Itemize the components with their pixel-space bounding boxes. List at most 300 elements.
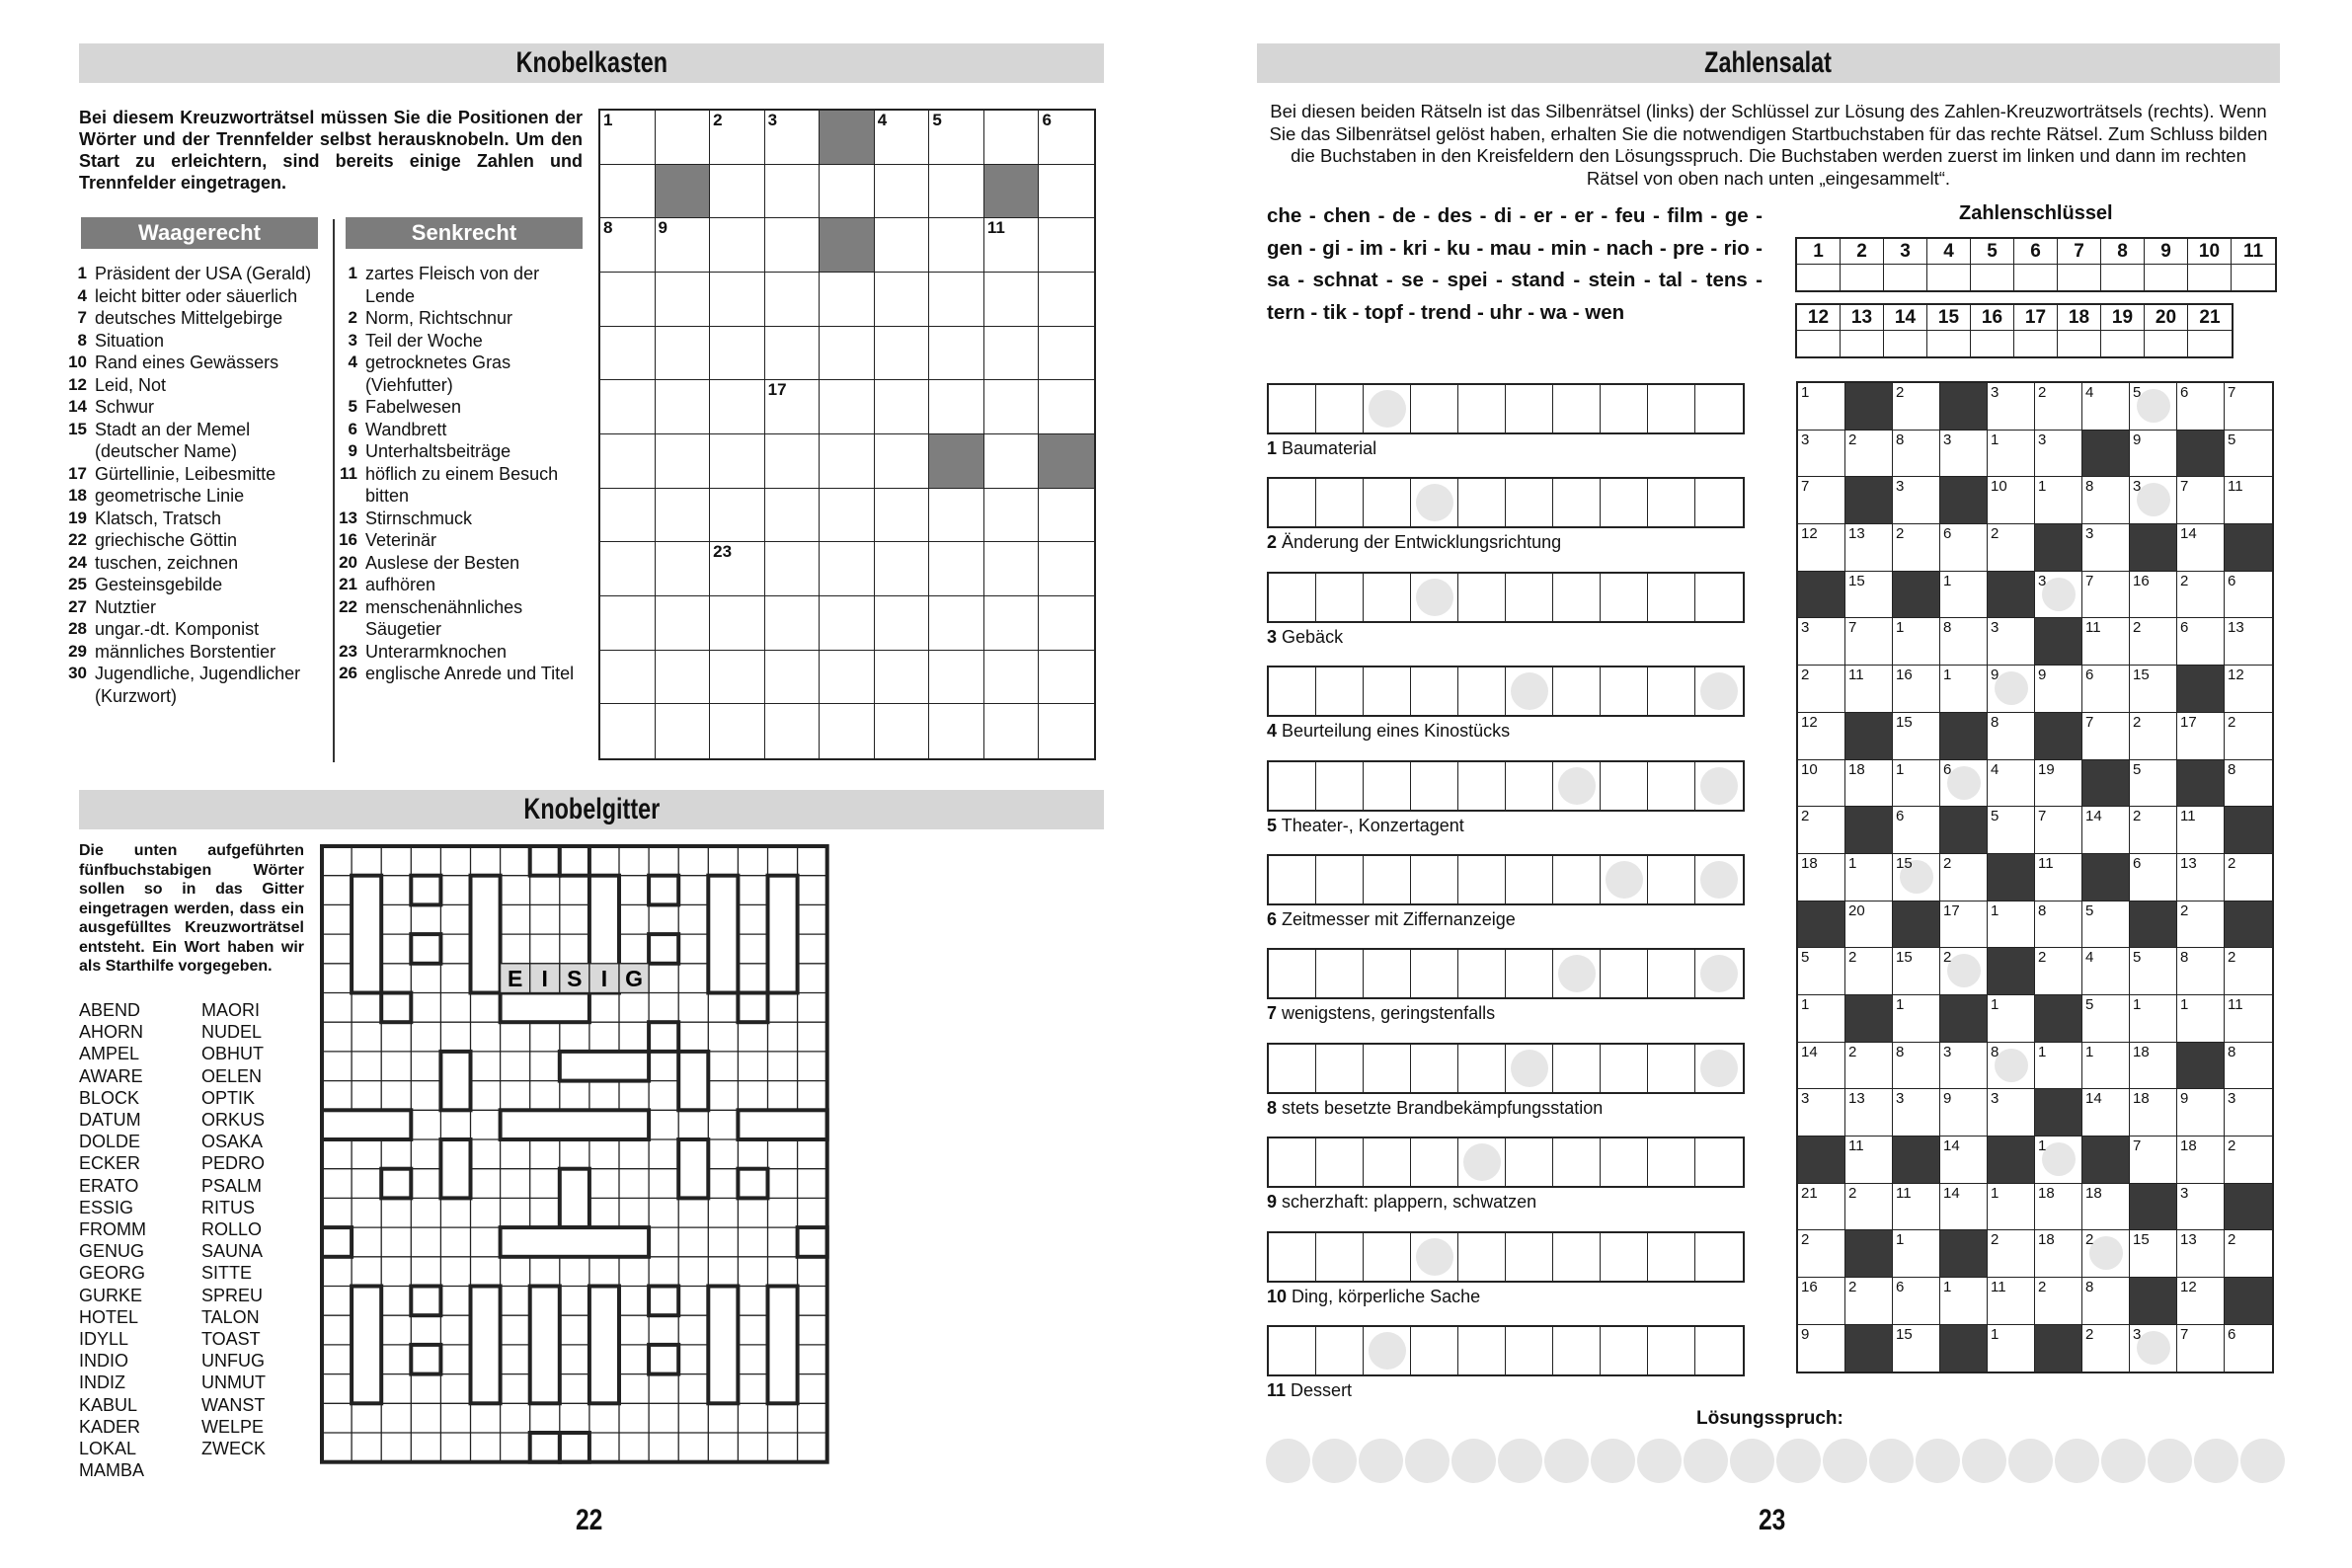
number-cell[interactable] bbox=[2035, 477, 2082, 524]
letter-box[interactable] bbox=[1364, 856, 1411, 903]
grid-cell[interactable] bbox=[656, 218, 711, 273]
letter-box[interactable] bbox=[1364, 1233, 1411, 1281]
letter-box[interactable] bbox=[1506, 1138, 1553, 1186]
solution-letter-circle[interactable] bbox=[1916, 1439, 1960, 1483]
number-cell[interactable] bbox=[1798, 1184, 1845, 1231]
number-cell[interactable] bbox=[2082, 1089, 2130, 1137]
grid-cell[interactable] bbox=[820, 273, 875, 327]
grid-cell[interactable] bbox=[765, 273, 821, 327]
letter-box[interactable] bbox=[1458, 479, 1506, 526]
grid-cell[interactable] bbox=[710, 218, 765, 273]
number-cell[interactable] bbox=[2082, 1278, 2130, 1325]
key-column[interactable] bbox=[2058, 239, 2101, 290]
letter-box[interactable] bbox=[1601, 385, 1648, 432]
number-cell[interactable] bbox=[1798, 713, 1845, 760]
grid-cell[interactable] bbox=[875, 596, 930, 651]
letter-box[interactable] bbox=[1601, 1233, 1648, 1281]
number-cell[interactable] bbox=[1988, 1043, 2035, 1090]
number-cell[interactable] bbox=[1845, 948, 1893, 995]
grid-cell[interactable] bbox=[765, 434, 821, 489]
number-cell[interactable] bbox=[1988, 618, 2035, 666]
letter-box[interactable] bbox=[1648, 1138, 1695, 1186]
grid-cell[interactable] bbox=[600, 165, 656, 219]
letter-box[interactable] bbox=[1648, 1045, 1695, 1092]
number-cell[interactable] bbox=[1845, 1184, 1893, 1231]
letter-box[interactable] bbox=[1553, 762, 1601, 810]
grid-cell[interactable] bbox=[875, 489, 930, 543]
number-cell[interactable] bbox=[2225, 618, 2272, 666]
syllable-answer-row[interactable] bbox=[1267, 477, 1745, 528]
grid-cell[interactable] bbox=[820, 489, 875, 543]
grid-cell[interactable] bbox=[984, 596, 1040, 651]
number-cell[interactable] bbox=[2130, 995, 2177, 1043]
letter-box[interactable] bbox=[1553, 667, 1601, 715]
key-letter-box[interactable] bbox=[2188, 331, 2232, 356]
syllable-answer-row[interactable] bbox=[1267, 760, 1745, 812]
grid-cell[interactable] bbox=[710, 380, 765, 434]
number-cell[interactable] bbox=[1940, 1184, 1988, 1231]
solution-letter-circle[interactable] bbox=[1312, 1439, 1357, 1483]
number-cell[interactable] bbox=[1845, 760, 1893, 808]
grid-cell[interactable] bbox=[765, 651, 821, 705]
grid-cell[interactable] bbox=[600, 111, 656, 165]
number-cell[interactable] bbox=[1798, 666, 1845, 713]
number-cell[interactable] bbox=[1940, 1089, 1988, 1137]
grid-cell[interactable] bbox=[1039, 327, 1094, 381]
number-cell[interactable] bbox=[2035, 1230, 2082, 1278]
grid-cell[interactable] bbox=[656, 434, 711, 489]
number-cell[interactable] bbox=[2035, 666, 2082, 713]
key-letter-box[interactable] bbox=[2014, 331, 2057, 356]
grid-cell[interactable] bbox=[710, 327, 765, 381]
letter-box[interactable] bbox=[1411, 574, 1458, 621]
grid-cell[interactable] bbox=[929, 542, 984, 596]
key-letter-box[interactable] bbox=[2058, 265, 2100, 290]
key-column[interactable] bbox=[1927, 305, 1971, 356]
number-cell[interactable] bbox=[2177, 618, 2225, 666]
number-cell[interactable] bbox=[1798, 383, 1845, 431]
number-cell[interactable] bbox=[2225, 431, 2272, 478]
number-cell[interactable] bbox=[1845, 1043, 1893, 1090]
letter-box[interactable] bbox=[1648, 385, 1695, 432]
grid-cell[interactable] bbox=[929, 218, 984, 273]
letter-box[interactable] bbox=[1695, 667, 1743, 715]
number-cell[interactable] bbox=[2035, 383, 2082, 431]
number-cell[interactable] bbox=[2130, 1137, 2177, 1184]
number-cell[interactable] bbox=[1798, 1278, 1845, 1325]
letter-box[interactable] bbox=[1316, 856, 1364, 903]
number-cell[interactable] bbox=[1893, 807, 1940, 854]
grid-cell[interactable] bbox=[710, 434, 765, 489]
solution-letter-circle[interactable] bbox=[1591, 1439, 1635, 1483]
letter-box[interactable] bbox=[1411, 762, 1458, 810]
solution-letter-circle[interactable] bbox=[1544, 1439, 1589, 1483]
number-cell[interactable] bbox=[2035, 760, 2082, 808]
number-cell[interactable] bbox=[2177, 807, 2225, 854]
number-cell[interactable] bbox=[2177, 1230, 2225, 1278]
key-letter-box[interactable] bbox=[1884, 265, 1926, 290]
number-cell[interactable] bbox=[1798, 995, 1845, 1043]
letter-box[interactable] bbox=[1553, 950, 1601, 997]
letter-box[interactable] bbox=[1316, 1327, 1364, 1374]
grid-cell[interactable] bbox=[600, 327, 656, 381]
grid-cell[interactable] bbox=[765, 489, 821, 543]
number-cell[interactable] bbox=[1798, 431, 1845, 478]
letter-box[interactable] bbox=[1648, 950, 1695, 997]
number-cell[interactable] bbox=[2130, 572, 2177, 619]
number-cell[interactable] bbox=[1798, 477, 1845, 524]
grid-cell[interactable] bbox=[984, 651, 1040, 705]
knobelgitter-grid[interactable] bbox=[318, 842, 1098, 1474]
key-column[interactable] bbox=[2014, 239, 2058, 290]
number-cell[interactable] bbox=[1893, 854, 1940, 902]
grid-cell[interactable] bbox=[600, 489, 656, 543]
grid-cell[interactable] bbox=[875, 704, 930, 758]
grid-cell[interactable] bbox=[984, 218, 1040, 273]
number-cell[interactable] bbox=[1845, 1137, 1893, 1184]
number-cell[interactable] bbox=[2035, 807, 2082, 854]
letter-box[interactable] bbox=[1364, 762, 1411, 810]
key-letter-box[interactable] bbox=[2101, 331, 2144, 356]
number-cell[interactable] bbox=[2130, 618, 2177, 666]
key-column[interactable] bbox=[1884, 305, 1927, 356]
grid-cell[interactable] bbox=[765, 218, 821, 273]
grid-cell[interactable] bbox=[875, 165, 930, 219]
grid-cell[interactable] bbox=[929, 704, 984, 758]
key-letter-box[interactable] bbox=[1797, 331, 1840, 356]
grid-cell[interactable] bbox=[875, 651, 930, 705]
letter-box[interactable] bbox=[1316, 1233, 1364, 1281]
letter-box[interactable] bbox=[1269, 385, 1316, 432]
letter-box[interactable] bbox=[1411, 1327, 1458, 1374]
syllable-answer-row[interactable] bbox=[1267, 1325, 1745, 1376]
grid-cell[interactable] bbox=[929, 651, 984, 705]
number-cell[interactable] bbox=[2035, 902, 2082, 949]
letter-box[interactable] bbox=[1601, 950, 1648, 997]
number-cell[interactable] bbox=[1845, 854, 1893, 902]
letter-box[interactable] bbox=[1695, 1045, 1743, 1092]
number-cell[interactable] bbox=[1893, 618, 1940, 666]
number-cell[interactable] bbox=[1893, 524, 1940, 572]
number-cell[interactable] bbox=[2177, 524, 2225, 572]
grid-cell[interactable] bbox=[765, 542, 821, 596]
number-cell[interactable] bbox=[1893, 1089, 1940, 1137]
number-cell[interactable] bbox=[1798, 618, 1845, 666]
number-cell[interactable] bbox=[2035, 431, 2082, 478]
key-column[interactable] bbox=[1841, 305, 1884, 356]
number-cell[interactable] bbox=[1893, 948, 1940, 995]
number-cell[interactable] bbox=[2225, 713, 2272, 760]
number-cell[interactable] bbox=[2225, 1137, 2272, 1184]
letter-box[interactable] bbox=[1553, 856, 1601, 903]
number-cell[interactable] bbox=[1893, 760, 1940, 808]
syllable-answer-row[interactable] bbox=[1267, 572, 1745, 623]
grid-cell[interactable] bbox=[710, 596, 765, 651]
grid-cell[interactable] bbox=[656, 380, 711, 434]
letter-box[interactable] bbox=[1648, 667, 1695, 715]
letter-box[interactable] bbox=[1648, 762, 1695, 810]
key-letter-box[interactable] bbox=[1971, 265, 2013, 290]
letter-box[interactable] bbox=[1695, 1327, 1743, 1374]
number-cell[interactable] bbox=[2130, 1230, 2177, 1278]
number-cell[interactable] bbox=[1893, 666, 1940, 713]
letter-box[interactable] bbox=[1458, 856, 1506, 903]
number-cell[interactable] bbox=[2082, 1230, 2130, 1278]
grid-cell[interactable] bbox=[820, 434, 875, 489]
grid-cell[interactable] bbox=[656, 704, 711, 758]
solution-letter-circle[interactable] bbox=[1823, 1439, 1867, 1483]
number-cell[interactable] bbox=[1798, 948, 1845, 995]
number-cell[interactable] bbox=[1845, 1278, 1893, 1325]
number-cell[interactable] bbox=[2177, 713, 2225, 760]
letter-box[interactable] bbox=[1648, 1327, 1695, 1374]
letter-box[interactable] bbox=[1316, 950, 1364, 997]
grid-cell[interactable] bbox=[820, 651, 875, 705]
grid-cell[interactable] bbox=[600, 596, 656, 651]
grid-cell[interactable] bbox=[1039, 542, 1094, 596]
key-letter-box[interactable] bbox=[2188, 265, 2231, 290]
grid-cell[interactable] bbox=[1039, 165, 1094, 219]
letter-box[interactable] bbox=[1269, 1233, 1316, 1281]
number-cell[interactable] bbox=[2177, 995, 2225, 1043]
number-cell[interactable] bbox=[2130, 477, 2177, 524]
letter-box[interactable] bbox=[1364, 667, 1411, 715]
letter-box[interactable] bbox=[1601, 1045, 1648, 1092]
number-cell[interactable] bbox=[1988, 1278, 2035, 1325]
letter-box[interactable] bbox=[1601, 762, 1648, 810]
letter-box[interactable] bbox=[1506, 762, 1553, 810]
letter-box[interactable] bbox=[1648, 856, 1695, 903]
number-cell[interactable] bbox=[1940, 902, 1988, 949]
key-letter-box[interactable] bbox=[1927, 265, 1970, 290]
letter-box[interactable] bbox=[1695, 856, 1743, 903]
number-cell[interactable] bbox=[2225, 477, 2272, 524]
letter-box[interactable] bbox=[1695, 1233, 1743, 1281]
letter-box[interactable] bbox=[1411, 950, 1458, 997]
letter-box[interactable] bbox=[1269, 1327, 1316, 1374]
number-cell[interactable] bbox=[2082, 902, 2130, 949]
letter-box[interactable] bbox=[1553, 574, 1601, 621]
number-cell[interactable] bbox=[1845, 618, 1893, 666]
key-letter-box[interactable] bbox=[2145, 265, 2187, 290]
grid-cell[interactable] bbox=[984, 111, 1040, 165]
number-cell[interactable] bbox=[2225, 760, 2272, 808]
letter-box[interactable] bbox=[1506, 574, 1553, 621]
number-cell[interactable] bbox=[1940, 1278, 1988, 1325]
key-column[interactable] bbox=[1971, 239, 2014, 290]
number-cell[interactable] bbox=[2225, 1325, 2272, 1372]
letter-box[interactable] bbox=[1458, 950, 1506, 997]
key-column[interactable] bbox=[1927, 239, 1971, 290]
number-cell[interactable] bbox=[2225, 854, 2272, 902]
number-cell[interactable] bbox=[1940, 572, 1988, 619]
grid-cell[interactable] bbox=[929, 596, 984, 651]
solution-letter-circle[interactable] bbox=[1684, 1439, 1728, 1483]
grid-cell[interactable] bbox=[1039, 380, 1094, 434]
number-cell[interactable] bbox=[1988, 995, 2035, 1043]
solution-letter-circle[interactable] bbox=[1266, 1439, 1310, 1483]
letter-box[interactable] bbox=[1269, 667, 1316, 715]
key-column[interactable] bbox=[1797, 239, 1841, 290]
solution-letter-circle[interactable] bbox=[2055, 1439, 2099, 1483]
grid-cell[interactable] bbox=[929, 273, 984, 327]
grid-cell[interactable] bbox=[820, 380, 875, 434]
number-cell[interactable] bbox=[2082, 1184, 2130, 1231]
grid-cell[interactable] bbox=[1039, 489, 1094, 543]
letter-box[interactable] bbox=[1695, 762, 1743, 810]
grid-cell[interactable] bbox=[765, 327, 821, 381]
letter-box[interactable] bbox=[1506, 950, 1553, 997]
letter-box[interactable] bbox=[1458, 667, 1506, 715]
letter-box[interactable] bbox=[1458, 574, 1506, 621]
letter-box[interactable] bbox=[1458, 1327, 1506, 1374]
letter-box[interactable] bbox=[1411, 1045, 1458, 1092]
solution-letter-circle[interactable] bbox=[2008, 1439, 2053, 1483]
letter-box[interactable] bbox=[1601, 1138, 1648, 1186]
key-column[interactable] bbox=[2145, 305, 2188, 356]
number-cell[interactable] bbox=[2082, 995, 2130, 1043]
grid-cell[interactable] bbox=[929, 489, 984, 543]
letter-box[interactable] bbox=[1506, 1045, 1553, 1092]
number-cell[interactable] bbox=[1988, 431, 2035, 478]
number-crossword-grid[interactable] bbox=[1796, 381, 2274, 1373]
number-cell[interactable] bbox=[2177, 1137, 2225, 1184]
grid-cell[interactable] bbox=[600, 651, 656, 705]
number-cell[interactable] bbox=[1798, 1043, 1845, 1090]
number-cell[interactable] bbox=[1988, 1184, 2035, 1231]
grid-cell[interactable] bbox=[1039, 704, 1094, 758]
solution-letter-circle[interactable] bbox=[1637, 1439, 1682, 1483]
key-letter-box[interactable] bbox=[2014, 265, 2057, 290]
number-cell[interactable] bbox=[1845, 902, 1893, 949]
letter-box[interactable] bbox=[1553, 479, 1601, 526]
number-cell[interactable] bbox=[2082, 383, 2130, 431]
grid-cell[interactable] bbox=[656, 273, 711, 327]
letter-box[interactable] bbox=[1316, 385, 1364, 432]
letter-box[interactable] bbox=[1316, 1138, 1364, 1186]
grid-cell[interactable] bbox=[820, 542, 875, 596]
number-cell[interactable] bbox=[2130, 431, 2177, 478]
key-letter-box[interactable] bbox=[2101, 265, 2144, 290]
number-cell[interactable] bbox=[2177, 1184, 2225, 1231]
grid-cell[interactable] bbox=[656, 651, 711, 705]
number-cell[interactable] bbox=[2082, 477, 2130, 524]
letter-box[interactable] bbox=[1458, 762, 1506, 810]
letter-box[interactable] bbox=[1411, 667, 1458, 715]
grid-cell[interactable] bbox=[656, 327, 711, 381]
number-cell[interactable] bbox=[2082, 713, 2130, 760]
number-cell[interactable] bbox=[2225, 948, 2272, 995]
letter-box[interactable] bbox=[1506, 667, 1553, 715]
number-cell[interactable] bbox=[1940, 618, 1988, 666]
key-letter-box[interactable] bbox=[1797, 265, 1840, 290]
grid-cell[interactable] bbox=[765, 704, 821, 758]
number-cell[interactable] bbox=[2225, 572, 2272, 619]
letter-box[interactable] bbox=[1411, 856, 1458, 903]
number-cell[interactable] bbox=[2082, 1043, 2130, 1090]
key-letter-box[interactable] bbox=[2145, 331, 2187, 356]
number-cell[interactable] bbox=[1798, 1325, 1845, 1372]
number-cell[interactable] bbox=[1893, 713, 1940, 760]
number-cell[interactable] bbox=[2225, 383, 2272, 431]
grid-cell[interactable] bbox=[984, 704, 1040, 758]
key-letter-box[interactable] bbox=[1841, 265, 1883, 290]
letter-box[interactable] bbox=[1506, 385, 1553, 432]
number-cell[interactable] bbox=[2082, 572, 2130, 619]
number-cell[interactable] bbox=[1940, 948, 1988, 995]
key-letter-box[interactable] bbox=[1971, 331, 2013, 356]
number-cell[interactable] bbox=[1798, 524, 1845, 572]
number-cell[interactable] bbox=[1940, 666, 1988, 713]
letter-box[interactable] bbox=[1601, 1327, 1648, 1374]
key-letter-box[interactable] bbox=[1841, 331, 1883, 356]
key-table-2[interactable] bbox=[1795, 303, 2234, 358]
solution-letter-circle[interactable] bbox=[2148, 1439, 2192, 1483]
grid-cell[interactable] bbox=[875, 273, 930, 327]
number-cell[interactable] bbox=[2177, 477, 2225, 524]
letter-box[interactable] bbox=[1648, 574, 1695, 621]
number-cell[interactable] bbox=[2225, 666, 2272, 713]
letter-box[interactable] bbox=[1553, 1045, 1601, 1092]
number-cell[interactable] bbox=[2225, 1230, 2272, 1278]
knobelkasten-grid[interactable] bbox=[598, 109, 1096, 760]
solution-letter-circle[interactable] bbox=[2194, 1439, 2238, 1483]
number-cell[interactable] bbox=[1988, 1230, 2035, 1278]
grid-cell[interactable] bbox=[600, 218, 656, 273]
number-cell[interactable] bbox=[2035, 1043, 2082, 1090]
grid-cell[interactable] bbox=[600, 434, 656, 489]
number-cell[interactable] bbox=[2130, 713, 2177, 760]
grid-cell[interactable] bbox=[656, 596, 711, 651]
number-cell[interactable] bbox=[1798, 1230, 1845, 1278]
number-cell[interactable] bbox=[1798, 760, 1845, 808]
letter-box[interactable] bbox=[1364, 479, 1411, 526]
number-cell[interactable] bbox=[2130, 854, 2177, 902]
number-cell[interactable] bbox=[2035, 948, 2082, 995]
number-cell[interactable] bbox=[1940, 1137, 1988, 1184]
syllable-answer-row[interactable] bbox=[1267, 1231, 1745, 1283]
number-cell[interactable] bbox=[2130, 1325, 2177, 1372]
letter-box[interactable] bbox=[1269, 856, 1316, 903]
letter-box[interactable] bbox=[1601, 479, 1648, 526]
key-column[interactable] bbox=[2188, 239, 2232, 290]
letter-box[interactable] bbox=[1601, 856, 1648, 903]
solution-letter-circle[interactable] bbox=[2240, 1439, 2285, 1483]
grid-cell[interactable] bbox=[656, 111, 711, 165]
letter-box[interactable] bbox=[1601, 667, 1648, 715]
key-table-1[interactable] bbox=[1795, 237, 2277, 292]
number-cell[interactable] bbox=[2177, 1089, 2225, 1137]
letter-box[interactable] bbox=[1695, 1138, 1743, 1186]
number-cell[interactable] bbox=[1940, 431, 1988, 478]
grid-cell[interactable] bbox=[929, 380, 984, 434]
grid-cell[interactable] bbox=[820, 165, 875, 219]
syllable-answer-row[interactable] bbox=[1267, 666, 1745, 717]
number-cell[interactable] bbox=[1845, 1089, 1893, 1137]
grid-cell[interactable] bbox=[820, 704, 875, 758]
grid-cell[interactable] bbox=[1039, 111, 1094, 165]
number-cell[interactable] bbox=[1798, 1089, 1845, 1137]
letter-box[interactable] bbox=[1316, 762, 1364, 810]
number-cell[interactable] bbox=[1940, 524, 1988, 572]
grid-cell[interactable] bbox=[600, 380, 656, 434]
key-column[interactable] bbox=[1797, 305, 1841, 356]
number-cell[interactable] bbox=[2035, 1137, 2082, 1184]
number-cell[interactable] bbox=[1988, 902, 2035, 949]
letter-box[interactable] bbox=[1695, 950, 1743, 997]
syllable-answer-row[interactable] bbox=[1267, 383, 1745, 434]
letter-box[interactable] bbox=[1506, 1327, 1553, 1374]
